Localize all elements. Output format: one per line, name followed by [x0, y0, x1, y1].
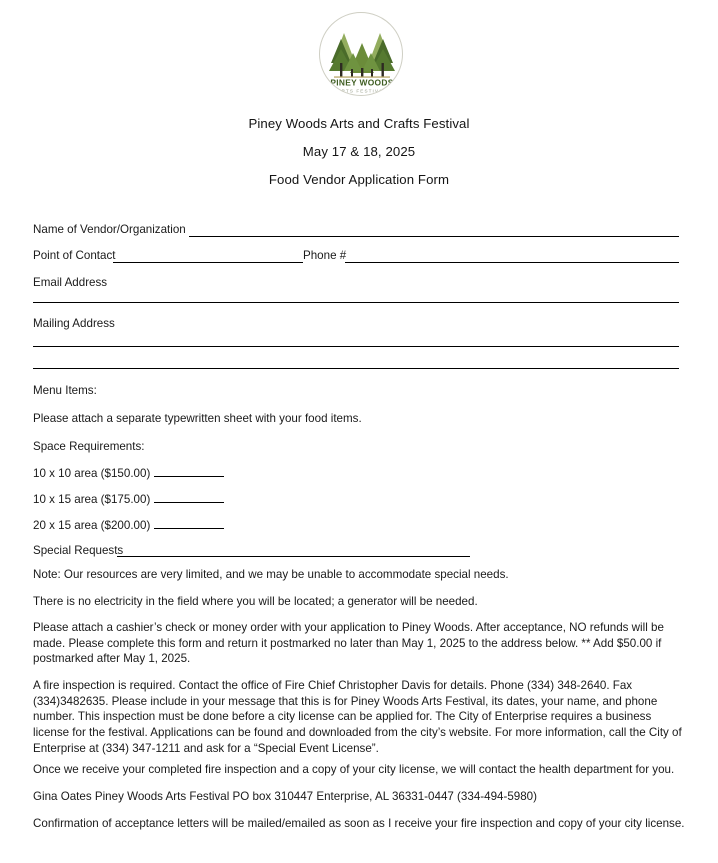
- payment-paragraph: Please attach a cashier’s check or money order with your application to Piney Woods. After acceptance, NO refunds will be made. Please complete this form and return it postmarked no later than May 1, 2025 to the address below. ** Add $50.00 if postmarked after May 1, 2025.: [33, 621, 664, 666]
- logo-circle-border: [319, 12, 403, 96]
- svg-text:PINEY WOODS: PINEY WOODS: [330, 77, 394, 88]
- mailing-address-label: Mailing Address: [33, 317, 115, 330]
- space-option-10x10: [33, 466, 224, 482]
- space-option-20x15-label: 20 x 15 area ($200.00): [33, 519, 151, 532]
- space-requirements-heading: Space Requirements:: [33, 440, 145, 453]
- special-requests-label: Special Requests: [33, 544, 124, 557]
- space-option-20x15-input[interactable]: [154, 521, 224, 529]
- space-option-20x15: [33, 518, 224, 534]
- festival-title: Piney Woods Arts and Crafts Festival: [248, 116, 470, 131]
- menu-items-instruction: Please attach a separate typewritten sheet with your food items.: [33, 412, 362, 425]
- space-option-10x15-label: 10 x 15 area ($175.00): [33, 493, 151, 506]
- svg-text:ARTS FESTIVAL: ARTS FESTIVAL: [337, 88, 387, 94]
- space-option-10x10-input[interactable]: [154, 469, 224, 477]
- health-department-paragraph: Once we receive your completed fire inspection and a copy of your city license, we will contact the health department for you.: [33, 763, 675, 776]
- space-option-10x15: [33, 492, 224, 508]
- point-of-contact-input[interactable]: [113, 262, 303, 263]
- special-requests-input[interactable]: [117, 556, 470, 557]
- electricity-note: There is no electricity in the field where you will be located; a generator will be needed.: [33, 595, 478, 608]
- resources-note: Note: Our resources are very limited, and we may be unable to accommodate special needs.: [33, 568, 509, 581]
- fire-inspection-paragraph: A fire inspection is required. Contact the office of Fire Chief Christopher Davis for details. Phone (334) 348-2640. Fax (334)3482635. Please include in your message that this is for Piney Woods Arts Festival, its dates, your name, and phone number. This inspection must be done before a city license can be applied for. The City of Enterprise requires a business license for the festival. Applications can be found and downloaded from the city’s website. For more information, call the City of Enterprise at (334) 347-1211 and ask for a “Special Event License”.: [33, 679, 682, 755]
- logo-trees-icon: [320, 13, 403, 96]
- mailing-address-input-line-1[interactable]: [33, 346, 679, 347]
- mailing-address-input-line-2[interactable]: [33, 368, 679, 369]
- space-option-10x15-input[interactable]: [154, 495, 224, 503]
- phone-input[interactable]: [345, 262, 679, 263]
- point-of-contact-label: Point of Contact: [33, 249, 116, 262]
- vendor-name-label: Name of Vendor/Organization: [33, 223, 186, 236]
- email-label: Email Address: [33, 276, 108, 289]
- festival-dates: May 17 & 18, 2025: [302, 144, 416, 159]
- form-title: Food Vendor Application Form: [268, 172, 450, 187]
- space-option-10x10-label: 10 x 10 area ($150.00): [33, 467, 151, 480]
- email-input[interactable]: [33, 302, 679, 303]
- piney-woods-logo: [319, 12, 403, 96]
- phone-label: Phone #: [303, 249, 347, 262]
- menu-items-heading: Menu Items:: [33, 384, 97, 397]
- vendor-name-input[interactable]: [189, 236, 679, 237]
- confirmation-paragraph: Confirmation of acceptance letters will be mailed/emailed as soon as I receive your fire inspection and copy of your city license.: [33, 817, 685, 830]
- organizer-mailing-address: Gina Oates Piney Woods Arts Festival PO box 310447 Enterprise, AL 36331-0447 (334-494-5980): [33, 790, 537, 803]
